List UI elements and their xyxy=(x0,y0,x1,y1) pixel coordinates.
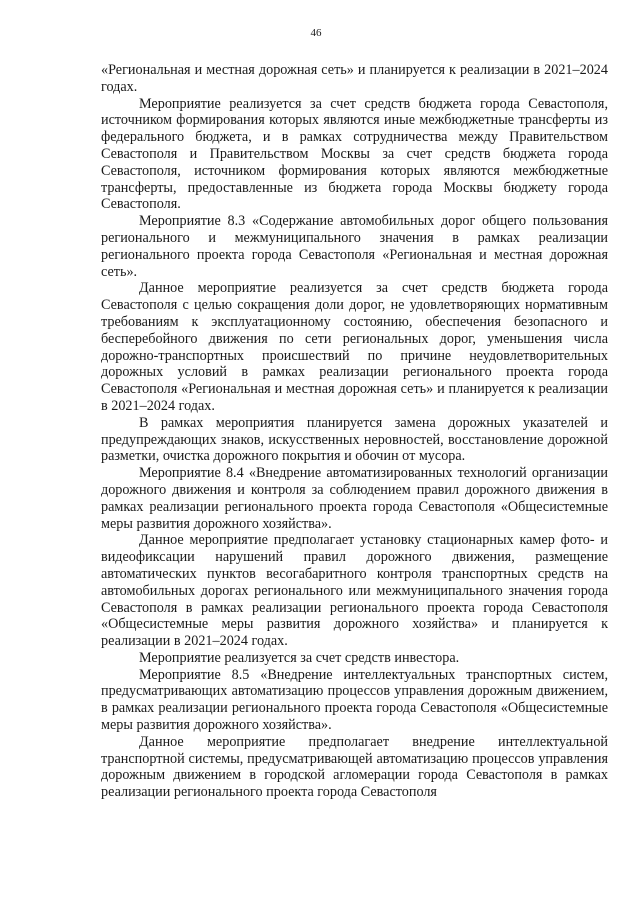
paragraph-3: Мероприятие 8.3 «Содержание автомобильных дорог общего пользования регионального и межмуниципального значения в рамках реализации регионального проекта города Севастополя «Региональная и местная дорожная сеть». xyxy=(101,213,608,280)
paragraph-4: Данное мероприятие реализуется за счет средств бюджета города Севастополя с целью сокращения доли дорог, не удовлетворяющих нормативным требованиям к эксплуатационному состоянию, обеспечения безопасного и бесперебойного движения по сети региональных дорог, уменьшения числа дорожно-транспортных происшествий по причине неудовлетворительных дорожных условий в рамках реализации регионального проекта города Севастополя «Региональная и местная дорожная сеть» и планируется к реализации в 2021–2024 годах. xyxy=(101,280,608,414)
paragraph-10: Данное мероприятие предполагает внедрение интеллектуальной транспортной системы, предусматривающей автоматизацию процессов управления дорожным движением в городской агломерации города Севастополя в рамках реализации регионального проекта города Севастополя xyxy=(101,733,608,801)
paragraph-6: Мероприятие 8.4 «Внедрение автоматизированных технологий организации дорожного движения и контроля за соблюдением правил дорожного движения в рамках реализации регионального проекта города Севастополя «Общесистемные меры развития дорожного хозяйства». xyxy=(101,465,608,532)
document-body xyxy=(101,62,608,801)
paragraph-8: Мероприятие реализуется за счет средств инвестора. xyxy=(139,649,460,666)
paragraph-2: Мероприятие реализуется за счет средств бюджета города Севастополя, источником формирования которых являются иные межбюджетные трансферты из федерального бюджета, и в рамках сотрудничества между Правительством Севастополя и Правительством Москвы за счет средств бюджета города Севастополя, источником формирования которых являются межбюджетные трансферты, предоставленные из бюджета города Москвы бюджету города Севастополя. xyxy=(101,95,608,213)
paragraph-9: Мероприятие 8.5 «Внедрение интеллектуальных транспортных систем, предусматривающих автоматизацию процессов управления дорожным движением, в рамках реализации регионального проекта города Севастополя «Общесистемные меры развития дорожного хозяйства». xyxy=(101,666,608,734)
paragraph-7: Данное мероприятие предполагает установку стационарных камер фото- и видеофиксации нарушений правил дорожного движения, размещение автоматических пунктов весогабаритного контроля транспортных средств на автомобильных дорогах регионального или межмуниципального значения города Севастополя в рамках реализации регионального проекта города Севастополя «Общесистемные меры развития дорожного хозяйства» и планируется к реализации в 2021–2024 годах. xyxy=(101,532,608,650)
paragraph-5: В рамках мероприятия планируется замена дорожных указателей и предупреждающих знаков, искусственных неровностей, восстановление дорожной разметки, очистка дорожного покрытия и обочин от мусора. xyxy=(101,414,608,465)
paragraph-1: «Региональная и местная дорожная сеть» и планируется к реализации в 2021–2024 годах. xyxy=(101,62,608,95)
page-number: 46 xyxy=(310,27,322,39)
